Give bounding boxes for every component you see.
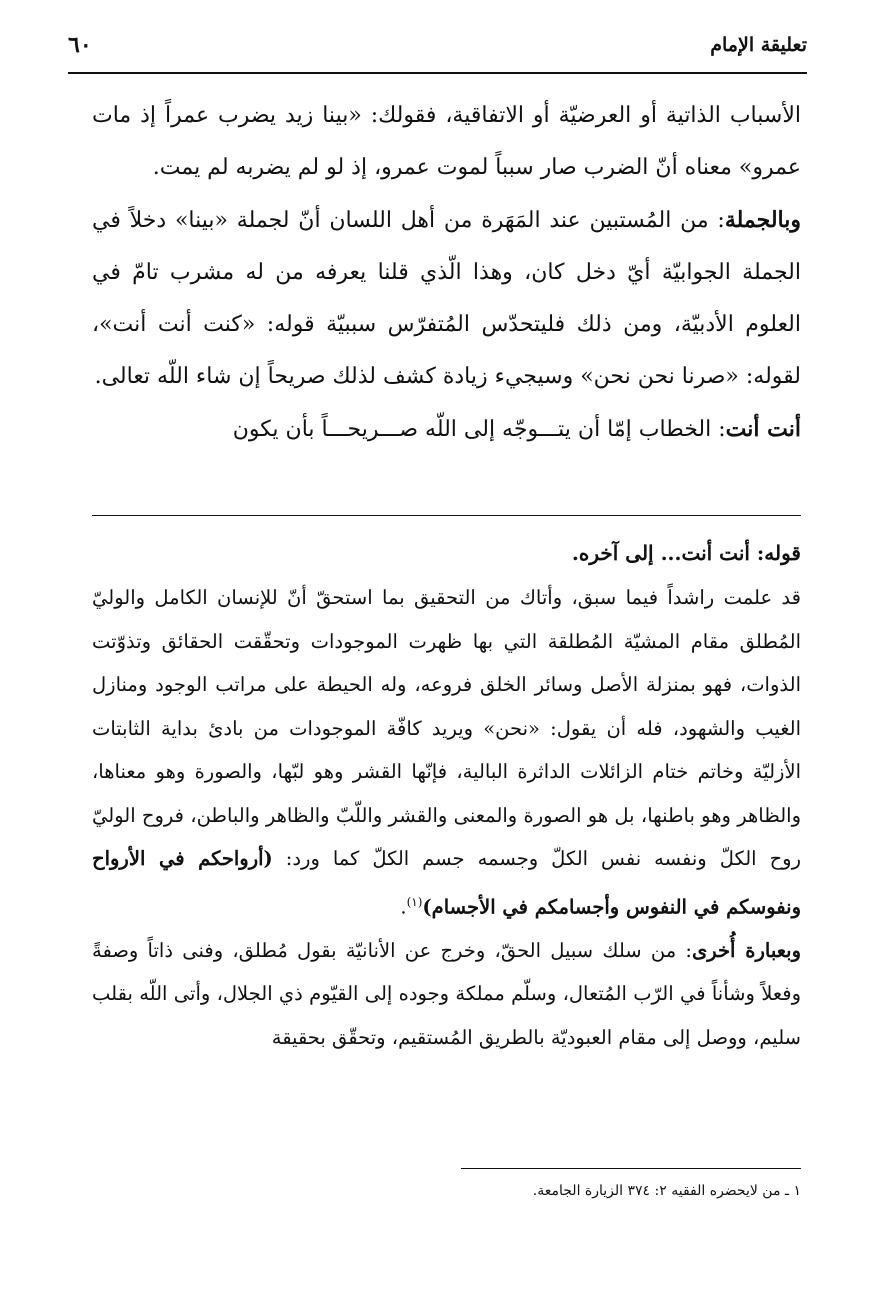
header-rule	[68, 72, 807, 74]
section-rule	[92, 515, 801, 516]
footnote-rule	[461, 1168, 801, 1169]
main-text	[92, 90, 801, 456]
paragraph	[92, 576, 801, 929]
paragraph-text: قد علمت راشداً فيما سبق، وأتاك من التحقيق بما استحقّ أنّ للإنسان الكامل والوليّ المُطلق مقام المشيّة المُطلقة التي بها ظهرت الموجودات وتحقّقت الحقائق وتذوّتت الذوات، فهو بمنزلة الأصل وسائر الخلق فروعه، وله الحيطة على مراتب الوجود ومنازل الغيب والشهود، فله أن يقول: «نحن» ويريد كافّة الموجودات من بادئ بداية الثابتات الأزليّة وخاتم ختام الزائلات الداثرة البالية، فإنّها القشر وهو لبّها، والصورة وهو معناها، والظاهر وهو باطنها، بل هو الصورة والمعنى والقشر واللّبّ والظاهر والباطن، فروح الوليّ روح الكلّ ونفسه نفس الكلّ وجسمه جسم الكلّ كما ورد:	[92, 586, 801, 870]
paragraph-lead: أنت أنت	[725, 416, 801, 442]
paragraph	[92, 90, 801, 194]
paragraph-text: : الخطاب إمّا أن يتـــوجّه إلى اللّه صـــريحـــاً بأن يكون	[232, 417, 726, 442]
page-number: ٦٠	[68, 32, 92, 58]
footnote-ref[interactable]: (١)	[406, 894, 423, 909]
quotation: (أرواحكم في الأرواح ونفوسكم في النفوس وأجسامكم في الأجسام)	[92, 847, 801, 918]
paragraph	[92, 929, 801, 1060]
commentary-heading: قوله: أنت أنت... إلى آخره.	[571, 541, 801, 565]
paragraph-text: : من المُستبين عند المَهَرة من أهل اللسان أنّ لجملة «بينا» دخلاً في الجملة الجوابيّة أيّ دخل كان، وهذا الّذي قلنا يعرفه من له مشرب تامّ في العلوم الأدبيّة، ومن ذلك فليتحدّس المُتفرّس سببيّة قوله: «كنت أنت أنت»، لقوله: «صرنا نحن نحن» وسيجيء زيادة كشف لذلك صريحاً إن شاء اللّه تعالى.	[92, 208, 801, 389]
paragraph	[92, 403, 801, 456]
paragraph-text: : من سلك سبيل الحقّ، وخرج عن الأنانيّة بقول مُطلق، وفنى ذاتاً وصفةً وفعلاً وشأناً في الرّب المُتعال، وسلّم مملكة وجوده إلى القيّوم ذي الجلال، وأتى اللّه بقلب سليم، ووصل إلى مقام العبوديّة بالطريق المُستقيم، وتحقّق بحقيقة	[92, 938, 801, 1049]
footnote: ١ ـ من لايحضره الفقيه ٢: ٣٧٤ الزيارة الجامعة.	[532, 1183, 801, 1199]
paragraph-text: الأسباب الذاتية أو العرضيّة أو الاتفاقية، فقولك: «بينا زيد يضرب عمراً إذ مات عمرو» معناه أنّ الضرب صار سبباً لموت عمرو، إذ لو لم يضربه لم يمت.	[92, 103, 801, 180]
commentary-text	[92, 530, 801, 1059]
header-title: تعليقة الإمام	[710, 34, 807, 56]
paragraph	[92, 194, 801, 403]
paragraph-lead: وبالجملة	[724, 207, 801, 233]
paragraph-lead: وبعبارة أُخرى	[691, 938, 801, 962]
running-header	[68, 30, 807, 70]
paragraph-end: .	[400, 895, 407, 918]
